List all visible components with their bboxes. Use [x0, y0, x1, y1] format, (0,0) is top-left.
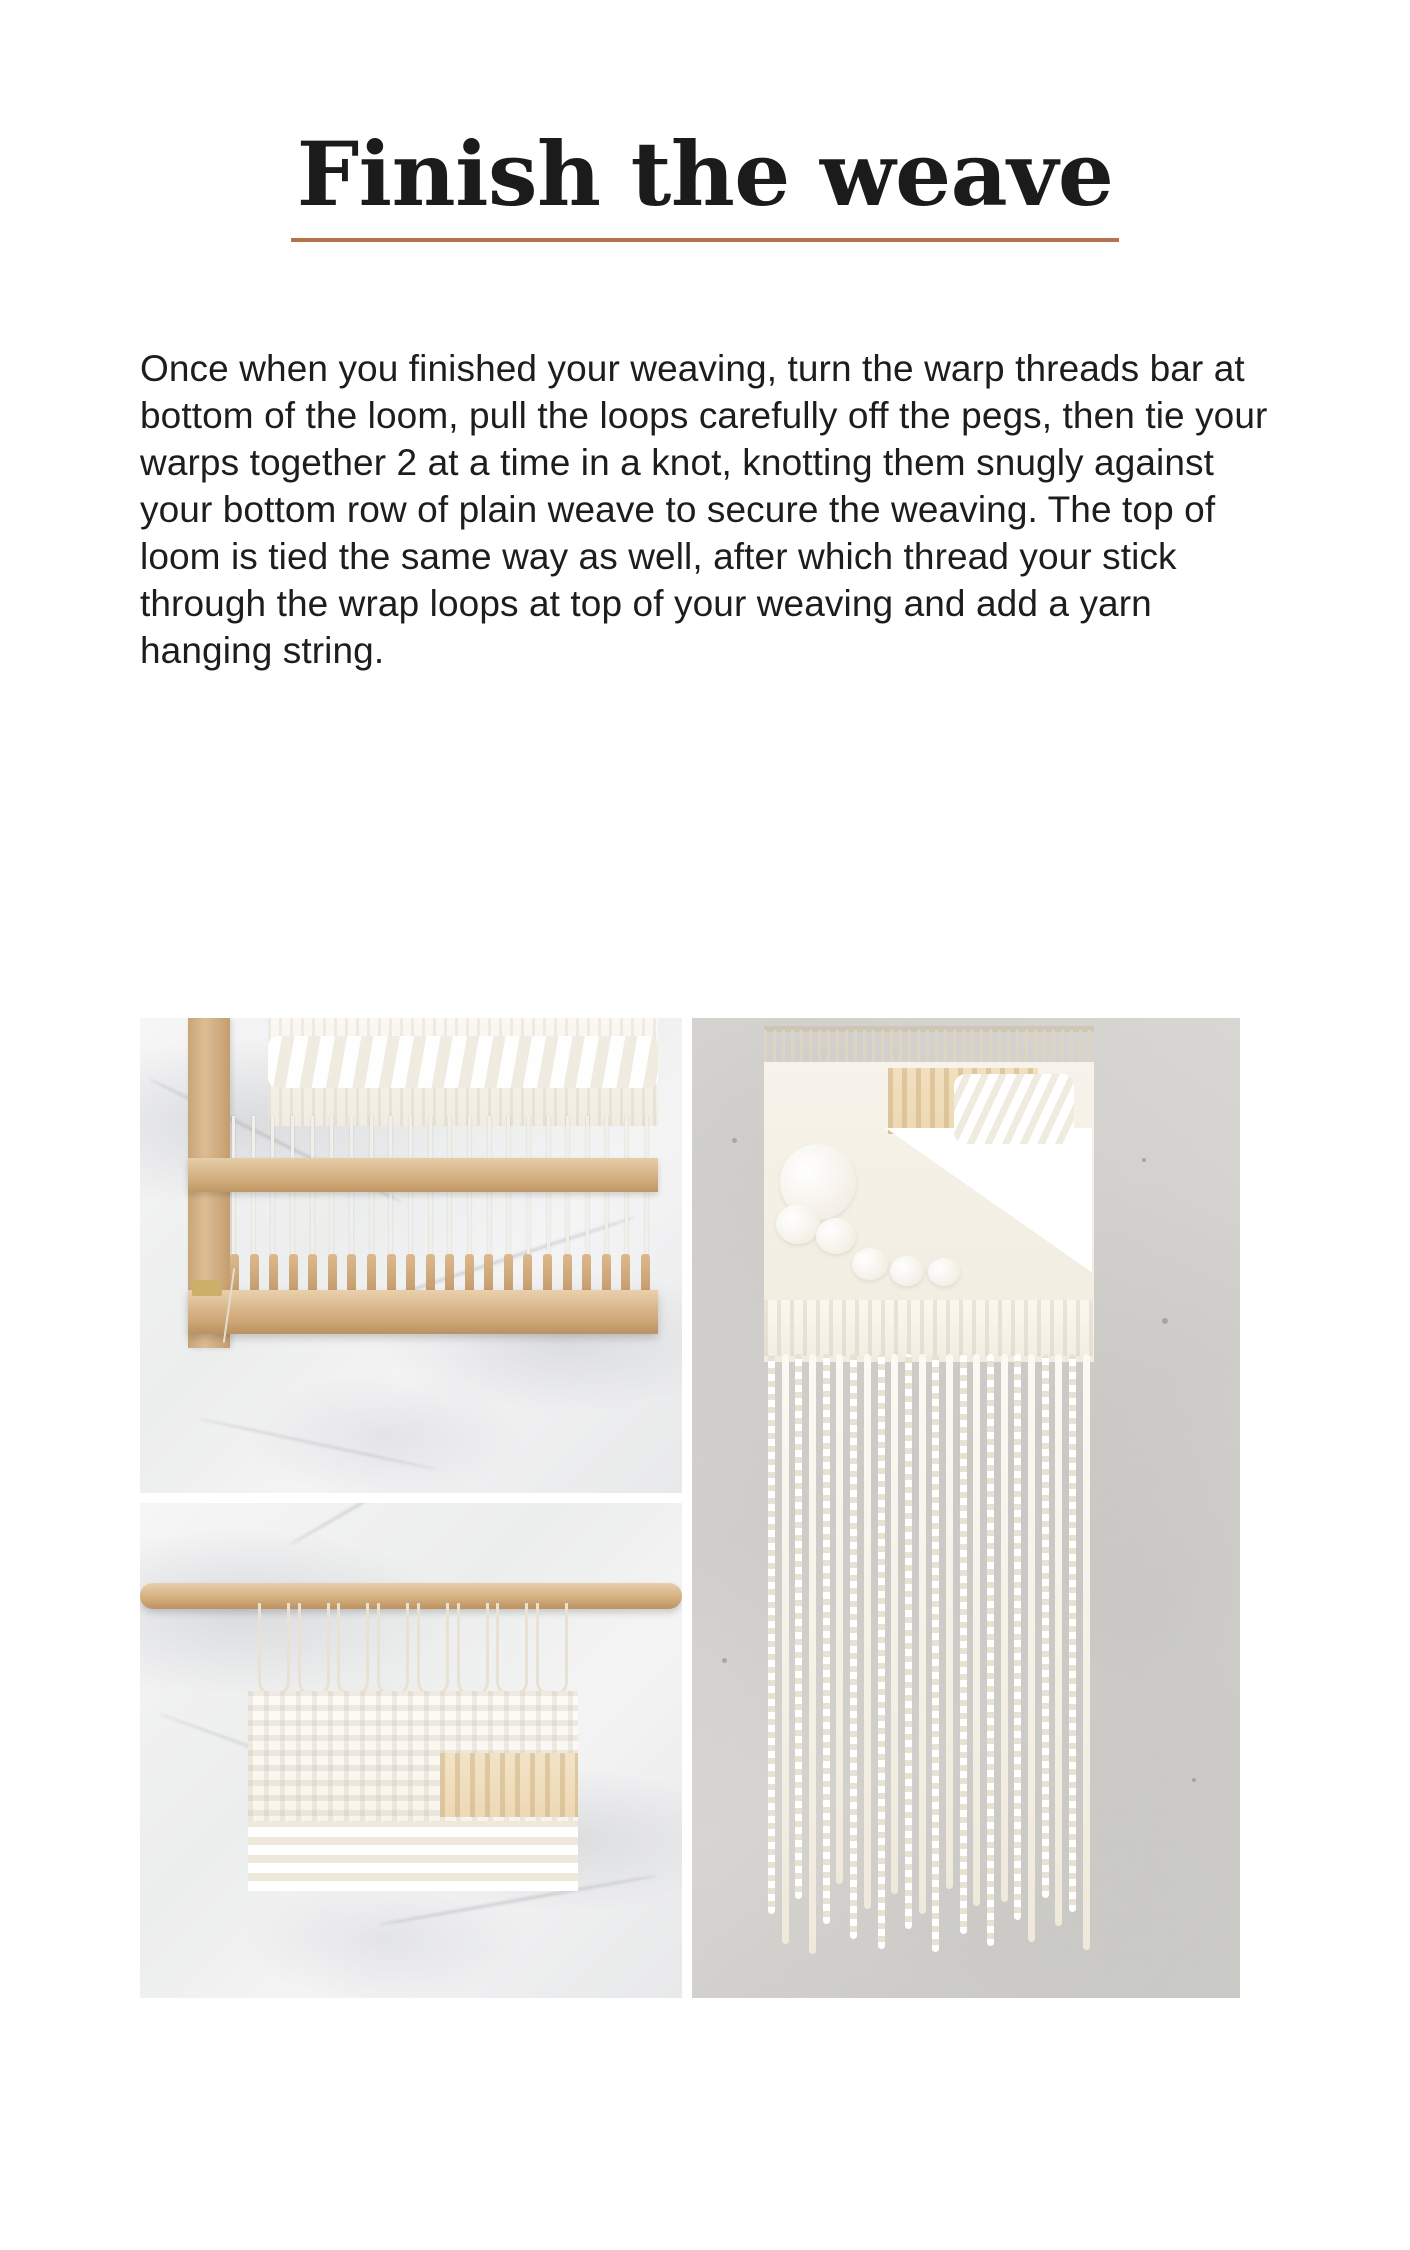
roving-tuft — [954, 1074, 1074, 1144]
chunky-roving-yarn — [268, 1036, 658, 1088]
top-warp-fringe — [764, 1030, 1094, 1064]
loom-peg — [328, 1254, 337, 1294]
fringe-strand — [891, 1354, 898, 1894]
warp-loop — [496, 1603, 528, 1696]
page-title: Finish the weave — [291, 128, 1120, 242]
fringe-strand — [1001, 1354, 1008, 1902]
loom-peg — [269, 1254, 278, 1294]
loom-peg — [406, 1254, 415, 1294]
loom-peg — [289, 1254, 298, 1294]
loom-cross-bar — [188, 1158, 658, 1192]
loom-peg — [347, 1254, 356, 1294]
fringe-strands — [768, 1354, 1090, 1954]
fringe-strand — [768, 1354, 775, 1914]
warp-loop — [298, 1603, 330, 1696]
fringe-strand — [960, 1354, 967, 1934]
loom-peg — [563, 1254, 572, 1294]
body-block — [0, 346, 1410, 675]
collage-right-column — [692, 1018, 1240, 1998]
fringe-strand — [809, 1354, 816, 1954]
warp-loop — [417, 1603, 449, 1696]
warp-loop — [457, 1603, 489, 1696]
pom-pom — [928, 1258, 960, 1286]
fringe-strand — [919, 1354, 926, 1914]
fringe-strand — [1042, 1354, 1049, 1898]
wall-speck — [1142, 1158, 1146, 1162]
body-paragraph: Once when you finished your weaving, turn the warp threads bar at bottom of the loom, pull the loops carefully off the pegs, then tie your warps together 2 at a time in a knot, knotting them snugly against your bottom row of plain weave to secure the weaving. The top of loom is tied the same way as well, after which thread your stick through the wrap loops at top of your weaving and add a yarn hanging string. — [140, 348, 1268, 672]
pom-pom — [776, 1204, 820, 1244]
loom-peg — [250, 1254, 259, 1294]
fringe-strand — [905, 1354, 912, 1929]
fringe-strand — [1028, 1354, 1035, 1942]
loom-peg — [504, 1254, 513, 1294]
metal-clip — [192, 1280, 222, 1296]
fringe-strand — [864, 1354, 871, 1909]
loom-peg — [465, 1254, 474, 1294]
fringe-strand — [1014, 1354, 1021, 1920]
fringe-strand — [932, 1354, 939, 1952]
warp-loops — [258, 1603, 568, 1693]
fringe-strand — [946, 1354, 953, 1889]
fringe-strand — [1083, 1354, 1090, 1950]
fringe-strand — [878, 1354, 885, 1949]
fringe-strand — [836, 1354, 843, 1884]
loom-peg — [426, 1254, 435, 1294]
fringe-strand — [823, 1354, 830, 1924]
fringe-strand — [782, 1354, 789, 1944]
warp-loop — [377, 1603, 409, 1696]
warp-loop — [536, 1603, 568, 1696]
title-block — [0, 0, 1410, 242]
wall-speck — [732, 1138, 737, 1143]
fringe-strand — [1069, 1354, 1076, 1912]
photo-finished-wall-hanging — [692, 1018, 1240, 1998]
loom-peg — [621, 1254, 630, 1294]
fringe-strand — [850, 1354, 857, 1939]
loom-peg — [523, 1254, 532, 1294]
warp-loop — [337, 1603, 369, 1696]
loom-peg — [543, 1254, 552, 1294]
loom-peg — [582, 1254, 591, 1294]
fringe-strand — [1055, 1354, 1062, 1926]
photo-weaving-on-dowel — [140, 1503, 682, 1998]
loom-peg — [367, 1254, 376, 1294]
loom-bottom-bar — [188, 1290, 658, 1334]
photo-loom-warp-threads — [140, 1018, 682, 1493]
wall-speck — [1162, 1318, 1168, 1324]
fringe-strand — [987, 1354, 994, 1946]
loom-peg — [445, 1254, 454, 1294]
pom-pom — [852, 1248, 888, 1280]
loom-peg — [602, 1254, 611, 1294]
warp-loop — [258, 1603, 290, 1696]
wall-speck — [722, 1658, 727, 1663]
loom-peg — [387, 1254, 396, 1294]
chunky-woven-rows — [248, 1821, 578, 1891]
loom-pegs — [230, 1254, 650, 1294]
lower-woven-band — [764, 1300, 1094, 1356]
photo-collage — [140, 1018, 1240, 1998]
loom-peg — [308, 1254, 317, 1294]
fringe-strand — [795, 1354, 802, 1899]
tan-woven-section — [440, 1753, 578, 1817]
collage-left-column — [140, 1018, 682, 1998]
pom-pom — [816, 1218, 856, 1254]
loom-peg — [484, 1254, 493, 1294]
wall-speck — [1192, 1778, 1196, 1782]
loom-peg — [641, 1254, 650, 1294]
fringe-strand — [973, 1354, 980, 1906]
pom-pom — [890, 1256, 924, 1286]
